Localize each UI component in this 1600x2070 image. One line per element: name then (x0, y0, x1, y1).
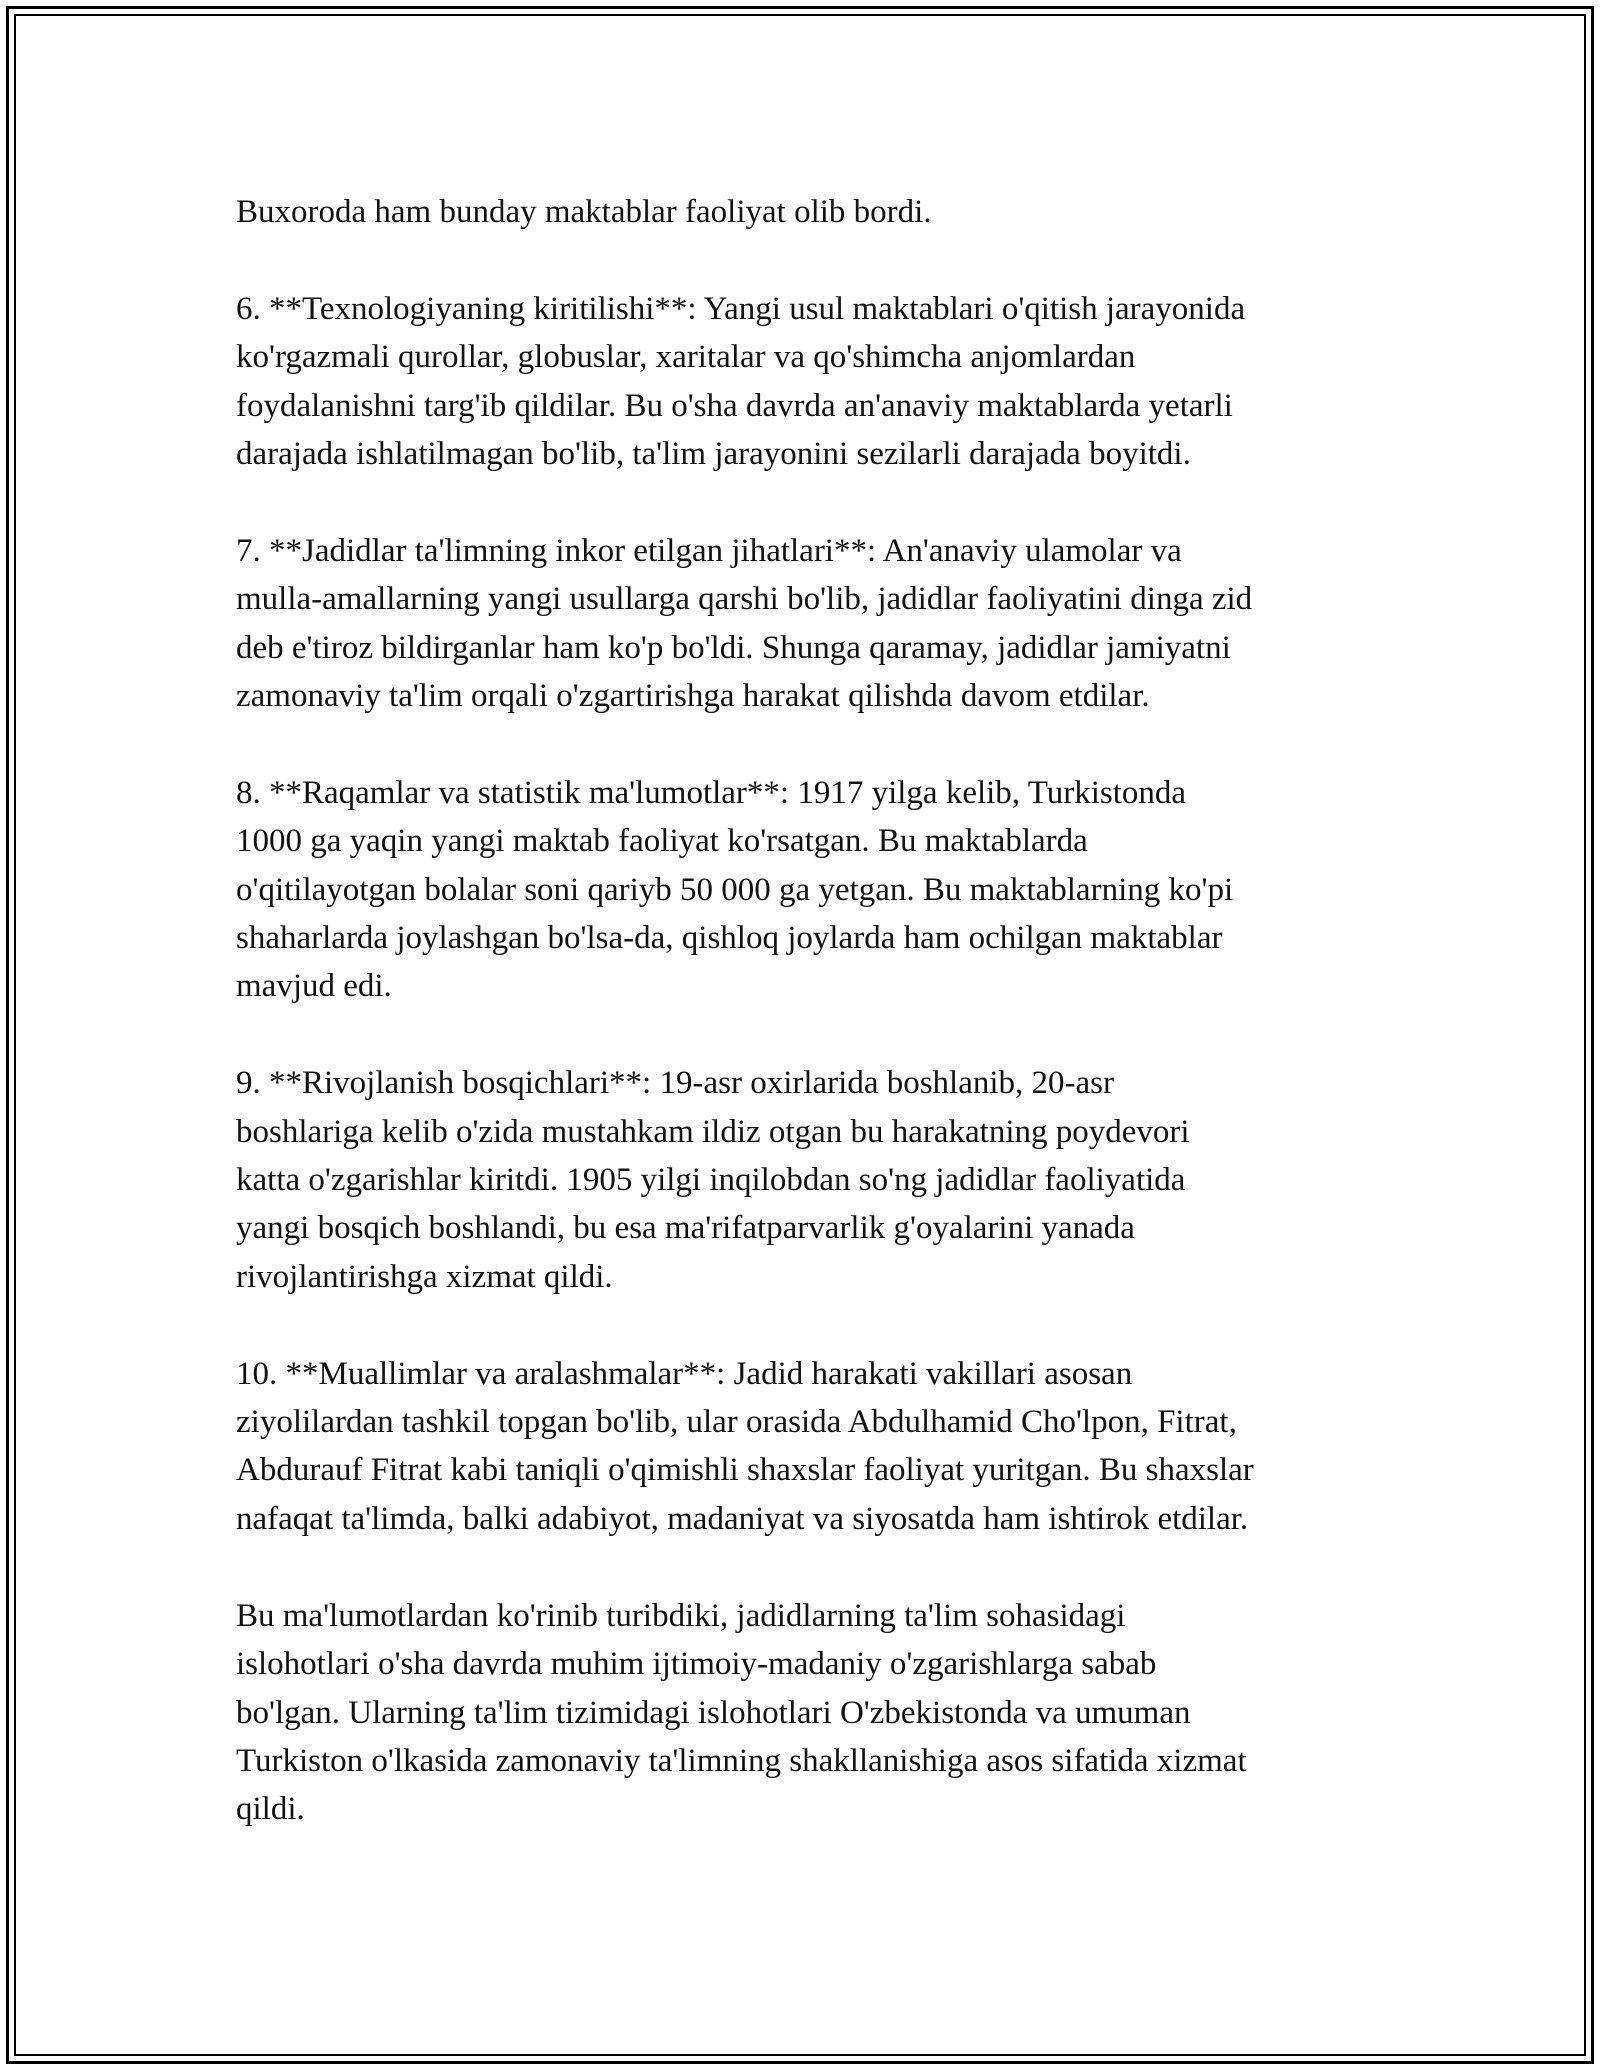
paragraph-item-8: 8. **Raqamlar va statistik ma'lumotlar**: 1917 yilga kelib, Turkistonda 1000 ga yaqin yangi maktab faoliyat ko'rsatgan. Bu maktablarda o'qitilayotgan bolalar soni qariyb 50 000 ga yetgan. Bu maktablarning ko'pi shaharlarda joylashgan bo'lsa-da, qishloq joylarda ham ochilgan maktablar mavjud edi. (236, 774, 1234, 1005)
paragraph-conclusion: Bu ma'lumotlardan ko'rinib turibdiki, jadidlarning ta'lim sohasidagi islohotlari o'sha davrda muhim ijtimoiy-madaniy o'zgarishlarga sabab bo'lgan. Ularning ta'lim tizimidagi islohotlari O'zbekistonda va umuman Turkiston o'lkasida zamonaviy ta'limning shakllanishiga asos sifatida xizmat qildi. (236, 1597, 1247, 1828)
document-body (236, 188, 1376, 1834)
paragraph-item-10: 10. **Muallimlar va aralashmalar**: Jadid harakati vakillari asosan ziyolilardan tashkil topgan bo'lib, ular orasida Abdulhamid Cho'lpon, Fitrat, Abdurauf Fitrat kabi taniqli o'qimishli shaxslar faoliyat yuritgan. Bu shaxslar nafaqat ta'limda, balki adabiyot, madaniyat va siyosatda ham ishtirok etdilar. (236, 1355, 1254, 1537)
paragraph-item-9: 9. **Rivojlanish bosqichlari**: 19-asr oxirlarida boshlanib, 20-asr boshlariga kelib o'zida mustahkam ildiz otgan bu harakatning poydevori katta o'zgarishlar kiritdi. 1905 yilgi inqilobdan so'ng jadidlar faoliyatida yangi bosqich boshlandi, bu esa ma'rifatparvarlik g'oyalarini yanada rivojlantirishga xizmat qildi. (236, 1065, 1190, 1295)
paragraph-item-7: 7. **Jadidlar ta'limning inkor etilgan jihatlari**: An'anaviy ulamolar va mulla-amallarning yangi usullarga qarshi bo'lib, jadidlar faoliyatini dinga zid deb e'tiroz bildirganlar ham ko'p bo'ldi. Shunga qaramay, jadidlar jamiyatni zamonaviy ta'lim orqali o'zgartirishga harakat qilishda davom etdilar. (236, 532, 1253, 715)
paragraph-item-6: 6. **Texnologiyaning kiritilishi**: Yangi usul maktablari o'qitish jarayonida ko'rgazmali qurollar, globuslar, xaritalar va qo'shimcha anjomlardan foydalanishni targ'ib qildilar. Bu o'sha davrda an'anaviy maktablarda yetarli darajada ishlatilmagan bo'lib, ta'lim jarayonini sezilarli darajada boyitdi. (236, 290, 1246, 473)
paragraph-intro: Buxoroda ham bunday maktablar faoliyat olib bordi. (236, 194, 932, 230)
